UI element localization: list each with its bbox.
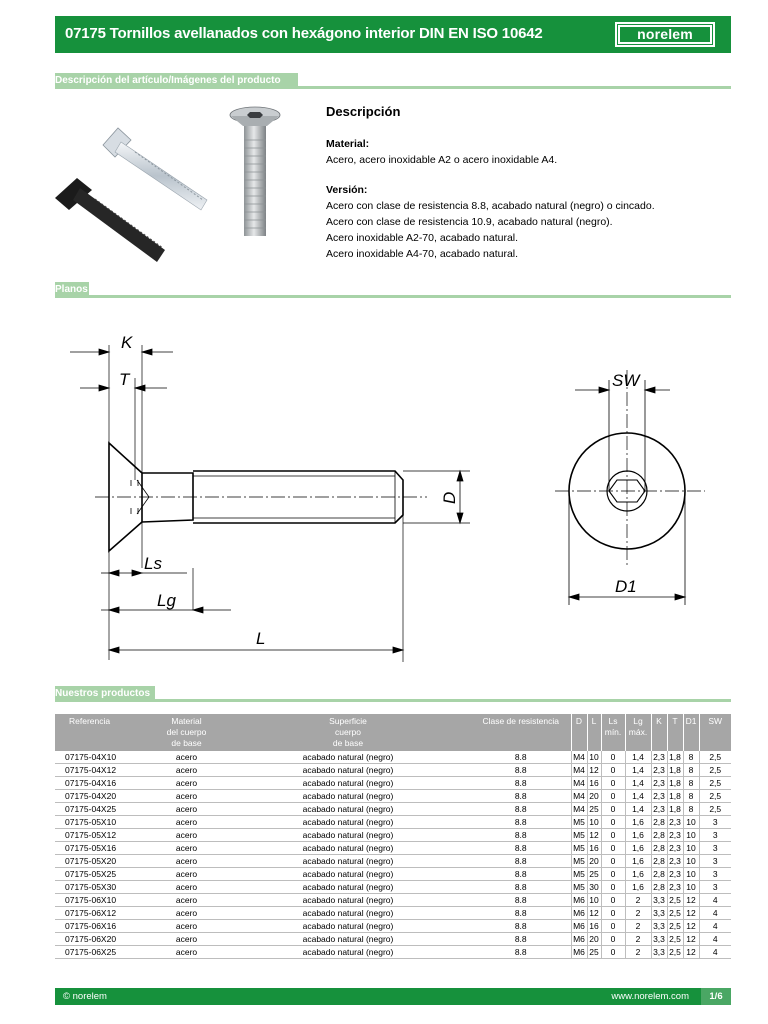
table-cell: acabado natural (negro) bbox=[225, 881, 471, 894]
table-cell: 12 bbox=[587, 829, 601, 842]
label-l: L bbox=[256, 629, 266, 648]
table-cell: 1,8 bbox=[667, 764, 683, 777]
table-cell: acabado natural (negro) bbox=[225, 868, 471, 881]
footer-url[interactable]: www.norelem.com bbox=[611, 991, 689, 1002]
table-cell: acabado natural (negro) bbox=[225, 933, 471, 946]
table-cell: 8.8 bbox=[471, 894, 571, 907]
table-row bbox=[55, 868, 731, 881]
logo-text: norelem bbox=[620, 27, 710, 42]
table-cell: acero bbox=[148, 829, 225, 842]
table-cell: 1,6 bbox=[625, 816, 651, 829]
table-cell: 1,6 bbox=[625, 829, 651, 842]
table-cell: 8 bbox=[683, 777, 699, 790]
table-cell: acabado natural (negro) bbox=[225, 946, 471, 959]
table-cell: 0 bbox=[601, 855, 625, 868]
table-cell: 8.8 bbox=[471, 764, 571, 777]
version-label: Versión: bbox=[326, 184, 368, 196]
table-cell: 2,5 bbox=[699, 751, 731, 764]
table-cell: 3 bbox=[699, 842, 731, 855]
table-cell: 2,3 bbox=[651, 790, 667, 803]
table-row bbox=[55, 777, 731, 790]
table-cell: 2,5 bbox=[667, 894, 683, 907]
table-cell: 2,3 bbox=[667, 881, 683, 894]
col-header-d: D bbox=[571, 714, 587, 751]
table-cell: 4 bbox=[699, 920, 731, 933]
table-cell: acero bbox=[148, 855, 225, 868]
table-row bbox=[55, 881, 731, 894]
table-cell: M6 bbox=[571, 946, 587, 959]
section-products-header bbox=[55, 686, 731, 702]
section-divider bbox=[298, 86, 731, 89]
table-cell: 12 bbox=[683, 920, 699, 933]
table-cell: acero bbox=[148, 777, 225, 790]
technical-drawing bbox=[55, 310, 731, 680]
table-cell: acero bbox=[148, 842, 225, 855]
table-cell: 3 bbox=[699, 829, 731, 842]
table-cell: 2,8 bbox=[651, 881, 667, 894]
table-cell: 25 bbox=[587, 946, 601, 959]
table-cell: 2,5 bbox=[667, 946, 683, 959]
material-label: Material: bbox=[326, 138, 370, 150]
table-cell: acabado natural (negro) bbox=[225, 777, 471, 790]
table-cell: M4 bbox=[571, 790, 587, 803]
table-cell: 1,4 bbox=[625, 764, 651, 777]
table-cell: 3,3 bbox=[651, 920, 667, 933]
table-cell: 0 bbox=[601, 803, 625, 816]
table-cell: acero bbox=[148, 868, 225, 881]
table-row bbox=[55, 855, 731, 868]
table-cell: acero bbox=[148, 907, 225, 920]
col-header-lg: Lg máx. bbox=[625, 714, 651, 751]
page-title: 07175 Tornillos avellanados con hexágono interior DIN EN ISO 10642 bbox=[65, 25, 543, 42]
table-cell: 2,5 bbox=[699, 790, 731, 803]
table-cell: acabado natural (negro) bbox=[225, 803, 471, 816]
table-cell: 10 bbox=[683, 855, 699, 868]
table-cell: M5 bbox=[571, 855, 587, 868]
table-cell: 20 bbox=[587, 790, 601, 803]
table-cell: 2,3 bbox=[667, 829, 683, 842]
table-cell: 07175-06X25 bbox=[55, 946, 148, 959]
table-cell: 1,4 bbox=[625, 790, 651, 803]
table-cell: 2,3 bbox=[651, 751, 667, 764]
table-cell: 8.8 bbox=[471, 907, 571, 920]
table-cell: 10 bbox=[683, 842, 699, 855]
products-table bbox=[55, 714, 731, 959]
col-header-ref: Referencia bbox=[55, 714, 148, 751]
table-cell: 2 bbox=[625, 920, 651, 933]
section-divider bbox=[89, 295, 731, 298]
description-heading: Descripción bbox=[326, 104, 401, 119]
version-line: Acero inoxidable A2-70, acabado natural. bbox=[326, 232, 519, 244]
section-drawings-header bbox=[55, 282, 731, 298]
table-cell: acero bbox=[148, 933, 225, 946]
table-cell: 2,3 bbox=[667, 855, 683, 868]
table-cell: 8.8 bbox=[471, 751, 571, 764]
table-cell: M4 bbox=[571, 803, 587, 816]
table-cell: 07175-04X20 bbox=[55, 790, 148, 803]
table-cell: 8.8 bbox=[471, 881, 571, 894]
table-cell: 20 bbox=[587, 855, 601, 868]
table-cell: 8 bbox=[683, 764, 699, 777]
table-cell: 07175-04X10 bbox=[55, 751, 148, 764]
table-cell: 1,8 bbox=[667, 790, 683, 803]
table-cell: 8 bbox=[683, 790, 699, 803]
table-cell: acabado natural (negro) bbox=[225, 816, 471, 829]
table-row bbox=[55, 816, 731, 829]
table-cell: 07175-06X12 bbox=[55, 907, 148, 920]
table-row bbox=[55, 946, 731, 959]
table-cell: M6 bbox=[571, 933, 587, 946]
table-cell: 07175-05X12 bbox=[55, 829, 148, 842]
table-cell: 2,3 bbox=[667, 842, 683, 855]
table-cell: 12 bbox=[683, 946, 699, 959]
table-cell: 10 bbox=[683, 816, 699, 829]
table-header-row bbox=[55, 714, 731, 751]
table-cell: 2 bbox=[625, 907, 651, 920]
table-cell: 4 bbox=[699, 946, 731, 959]
table-cell: 4 bbox=[699, 894, 731, 907]
table-cell: 2,5 bbox=[699, 803, 731, 816]
table-cell: 2,3 bbox=[651, 777, 667, 790]
table-cell: 8.8 bbox=[471, 803, 571, 816]
table-cell: 8.8 bbox=[471, 946, 571, 959]
table-cell: 25 bbox=[587, 803, 601, 816]
table-cell: M6 bbox=[571, 920, 587, 933]
table-cell: 8.8 bbox=[471, 920, 571, 933]
black-screw-icon bbox=[55, 178, 165, 262]
table-cell: 07175-06X20 bbox=[55, 933, 148, 946]
table-row bbox=[55, 803, 731, 816]
table-cell: 3 bbox=[699, 881, 731, 894]
table-cell: acabado natural (negro) bbox=[225, 790, 471, 803]
table-cell: 1,6 bbox=[625, 842, 651, 855]
col-header-k: K bbox=[651, 714, 667, 751]
table-cell: acabado natural (negro) bbox=[225, 894, 471, 907]
table-cell: 2,5 bbox=[699, 764, 731, 777]
table-cell: 2 bbox=[625, 946, 651, 959]
table-row bbox=[55, 829, 731, 842]
table-cell: acero bbox=[148, 881, 225, 894]
table-cell: acero bbox=[148, 920, 225, 933]
table-cell: 16 bbox=[587, 777, 601, 790]
col-header-class: Clase de resistencia bbox=[471, 714, 571, 751]
table-cell: 07175-05X25 bbox=[55, 868, 148, 881]
table-cell: acero bbox=[148, 751, 225, 764]
version-line: Acero con clase de resistencia 8.8, acabado natural (negro) o cincado. bbox=[326, 200, 655, 212]
table-cell: acabado natural (negro) bbox=[225, 920, 471, 933]
table-cell: 10 bbox=[587, 816, 601, 829]
table-cell: acero bbox=[148, 946, 225, 959]
table-cell: 30 bbox=[587, 881, 601, 894]
label-lg: Lg bbox=[157, 591, 176, 610]
table-cell: M5 bbox=[571, 842, 587, 855]
table-cell: 8.8 bbox=[471, 842, 571, 855]
table-cell: 07175-05X20 bbox=[55, 855, 148, 868]
table-cell: 4 bbox=[699, 933, 731, 946]
table-cell: 0 bbox=[601, 920, 625, 933]
table-cell: 8 bbox=[683, 751, 699, 764]
table-cell: 2,5 bbox=[667, 920, 683, 933]
table-cell: 3 bbox=[699, 868, 731, 881]
table-cell: M4 bbox=[571, 751, 587, 764]
table-cell: M4 bbox=[571, 764, 587, 777]
table-cell: 1,8 bbox=[667, 803, 683, 816]
dimension-sw bbox=[575, 380, 670, 491]
table-cell: 3,3 bbox=[651, 894, 667, 907]
label-sw: SW bbox=[612, 371, 640, 390]
table-cell: 8.8 bbox=[471, 777, 571, 790]
label-d1: D1 bbox=[615, 577, 637, 596]
table-cell: 07175-05X16 bbox=[55, 842, 148, 855]
col-header-surface: Superficie cuerpo de base bbox=[225, 714, 471, 751]
version-line: Acero con clase de resistencia 10.9, acabado natural (negro). bbox=[326, 216, 613, 228]
stainless-screw-icon bbox=[230, 107, 280, 236]
screw-front-view bbox=[555, 370, 705, 568]
table-cell: 25 bbox=[587, 868, 601, 881]
table-cell: 10 bbox=[683, 868, 699, 881]
table-cell: 0 bbox=[601, 764, 625, 777]
table-row bbox=[55, 842, 731, 855]
table-cell: 8.8 bbox=[471, 816, 571, 829]
table-cell: 1,8 bbox=[667, 751, 683, 764]
table-cell: acabado natural (negro) bbox=[225, 855, 471, 868]
footer-copyright: © norelem bbox=[63, 991, 107, 1002]
table-cell: 0 bbox=[601, 816, 625, 829]
table-cell: 0 bbox=[601, 842, 625, 855]
table-cell: 2,3 bbox=[667, 816, 683, 829]
table-cell: 8.8 bbox=[471, 790, 571, 803]
table-cell: 07175-05X10 bbox=[55, 816, 148, 829]
label-ls: Ls bbox=[144, 554, 162, 573]
table-cell: M5 bbox=[571, 881, 587, 894]
table-cell: M5 bbox=[571, 829, 587, 842]
table-cell: 2,8 bbox=[651, 868, 667, 881]
table-cell: 1,6 bbox=[625, 868, 651, 881]
table-cell: 0 bbox=[601, 790, 625, 803]
table-cell: 3,3 bbox=[651, 946, 667, 959]
table-cell: 0 bbox=[601, 751, 625, 764]
col-header-sw: SW bbox=[699, 714, 731, 751]
table-cell: 10 bbox=[587, 894, 601, 907]
table-cell: 1,4 bbox=[625, 777, 651, 790]
table-cell: 12 bbox=[587, 764, 601, 777]
col-header-l: L bbox=[587, 714, 601, 751]
table-cell: 10 bbox=[683, 829, 699, 842]
description-block bbox=[326, 104, 731, 262]
product-image bbox=[55, 100, 305, 270]
table-cell: 0 bbox=[601, 933, 625, 946]
zinc-screw-icon bbox=[103, 128, 207, 210]
table-cell: acabado natural (negro) bbox=[225, 751, 471, 764]
table-cell: 10 bbox=[683, 881, 699, 894]
table-cell: M5 bbox=[571, 868, 587, 881]
table-cell: 2,8 bbox=[651, 816, 667, 829]
table-cell: 16 bbox=[587, 842, 601, 855]
table-cell: 07175-06X16 bbox=[55, 920, 148, 933]
table-cell: 8 bbox=[683, 803, 699, 816]
section-divider bbox=[155, 699, 731, 702]
table-cell: 2,5 bbox=[667, 907, 683, 920]
table-cell: 1,8 bbox=[667, 777, 683, 790]
table-cell: 3,3 bbox=[651, 933, 667, 946]
table-cell: 2,3 bbox=[651, 764, 667, 777]
table-cell: 0 bbox=[601, 829, 625, 842]
table-cell: 0 bbox=[601, 894, 625, 907]
col-header-material: Material del cuerpo de base bbox=[148, 714, 225, 751]
table-cell: 07175-04X25 bbox=[55, 803, 148, 816]
table-cell: 1,4 bbox=[625, 803, 651, 816]
table-cell: 07175-04X16 bbox=[55, 777, 148, 790]
table-cell: 07175-06X10 bbox=[55, 894, 148, 907]
material-text: Acero, acero inoxidable A2 o acero inoxidable A4. bbox=[326, 154, 558, 166]
table-cell: 2,8 bbox=[651, 829, 667, 842]
label-t: T bbox=[119, 370, 130, 389]
table-cell: 12 bbox=[683, 907, 699, 920]
table-cell: 2,8 bbox=[651, 855, 667, 868]
table-cell: 3,3 bbox=[651, 907, 667, 920]
section-description-header bbox=[55, 73, 731, 89]
table-row bbox=[55, 790, 731, 803]
table-cell: 2,5 bbox=[667, 933, 683, 946]
table-cell: 12 bbox=[683, 933, 699, 946]
table-cell: 3 bbox=[699, 855, 731, 868]
table-cell: 16 bbox=[587, 920, 601, 933]
table-cell: 0 bbox=[601, 881, 625, 894]
version-line: Acero inoxidable A4-70, acabado natural. bbox=[326, 248, 519, 260]
table-cell: 20 bbox=[587, 933, 601, 946]
label-d: D bbox=[440, 491, 459, 504]
section-description-label: Descripción del artículo/Imágenes del producto bbox=[55, 73, 298, 89]
table-row bbox=[55, 751, 731, 764]
table-cell: 1,4 bbox=[625, 751, 651, 764]
table-cell: acero bbox=[148, 803, 225, 816]
table-cell: 0 bbox=[601, 868, 625, 881]
page-header bbox=[55, 16, 731, 53]
table-row bbox=[55, 907, 731, 920]
table-cell: acabado natural (negro) bbox=[225, 829, 471, 842]
section-drawings-label: Planos bbox=[55, 282, 89, 298]
table-cell: 1,6 bbox=[625, 881, 651, 894]
table-cell: 8.8 bbox=[471, 933, 571, 946]
table-cell: M4 bbox=[571, 777, 587, 790]
table-cell: 0 bbox=[601, 777, 625, 790]
table-row bbox=[55, 920, 731, 933]
table-cell: 2,5 bbox=[699, 777, 731, 790]
table-cell: 07175-05X30 bbox=[55, 881, 148, 894]
norelem-logo bbox=[617, 24, 713, 45]
table-cell: 0 bbox=[601, 946, 625, 959]
table-cell: 2,3 bbox=[667, 868, 683, 881]
table-cell: M6 bbox=[571, 894, 587, 907]
table-cell: 12 bbox=[683, 894, 699, 907]
table-cell: 8.8 bbox=[471, 855, 571, 868]
table-cell: 3 bbox=[699, 816, 731, 829]
table-cell: 12 bbox=[587, 907, 601, 920]
table-row bbox=[55, 894, 731, 907]
table-cell: acabado natural (negro) bbox=[225, 907, 471, 920]
table-cell: acero bbox=[148, 816, 225, 829]
table-cell: 0 bbox=[601, 907, 625, 920]
table-cell: 2 bbox=[625, 894, 651, 907]
table-cell: acabado natural (negro) bbox=[225, 842, 471, 855]
table-cell: M5 bbox=[571, 816, 587, 829]
table-cell: 2,8 bbox=[651, 842, 667, 855]
table-cell: M6 bbox=[571, 907, 587, 920]
table-cell: 1,6 bbox=[625, 855, 651, 868]
page-number: 1/6 bbox=[701, 988, 731, 1005]
table-cell: acero bbox=[148, 764, 225, 777]
table-cell: acabado natural (negro) bbox=[225, 764, 471, 777]
table-row bbox=[55, 764, 731, 777]
section-products-label: Nuestros productos bbox=[55, 686, 155, 702]
table-cell: 10 bbox=[587, 751, 601, 764]
table-cell: acero bbox=[148, 790, 225, 803]
col-header-d1: D1 bbox=[683, 714, 699, 751]
table-cell: 4 bbox=[699, 907, 731, 920]
table-cell: acero bbox=[148, 894, 225, 907]
col-header-t: T bbox=[667, 714, 683, 751]
table-cell: 8.8 bbox=[471, 829, 571, 842]
table-cell: 8.8 bbox=[471, 868, 571, 881]
page-footer bbox=[55, 988, 731, 1005]
table-row bbox=[55, 933, 731, 946]
label-k: K bbox=[121, 333, 133, 352]
table-cell: 2,3 bbox=[651, 803, 667, 816]
table-cell: 07175-04X12 bbox=[55, 764, 148, 777]
col-header-ls: Ls mín. bbox=[601, 714, 625, 751]
table-cell: 2 bbox=[625, 933, 651, 946]
